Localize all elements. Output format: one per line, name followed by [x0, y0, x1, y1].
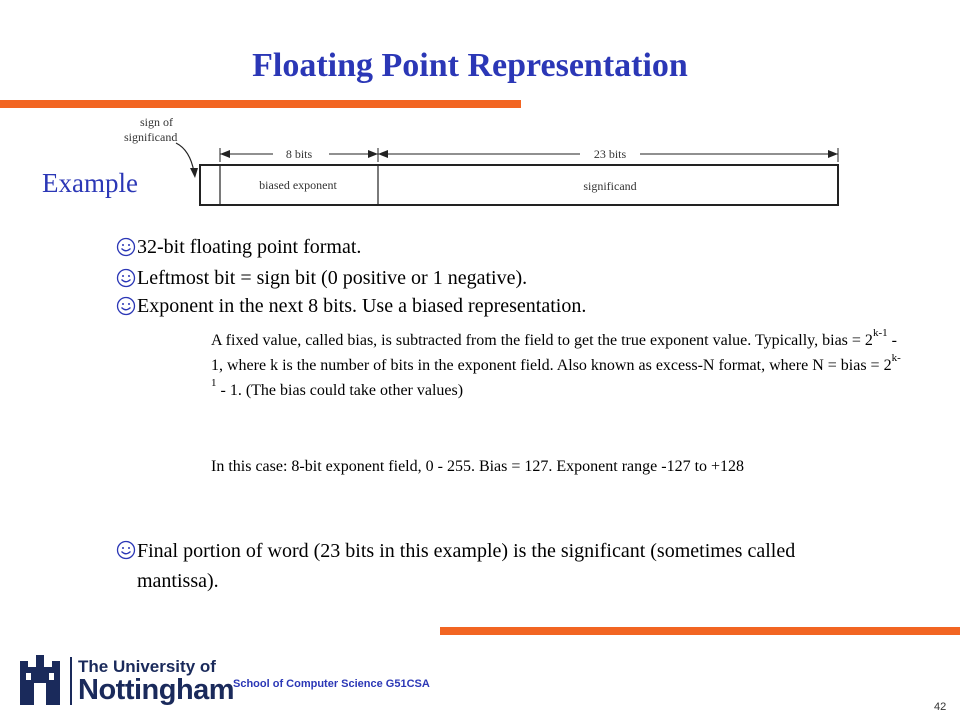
page-number: 42: [934, 701, 947, 713]
smiley-face-icon: [116, 540, 136, 560]
exponent-width-label: 8 bits: [285, 147, 313, 161]
smiley-face-icon: [116, 296, 136, 316]
smiley-face-icon: [116, 268, 136, 288]
bullet-text: Leftmost bit = sign bit (0 positive or 1 negative).: [137, 267, 528, 289]
sign-pointer-head: [190, 168, 198, 178]
bullet-item: [116, 292, 586, 320]
bullet-text: Final portion of word (23 bits in this example) is the significant (sometimes called mantissa).: [137, 540, 796, 592]
course-footer: School of Computer Science G51CSA: [233, 678, 430, 690]
significand-width-label: 23 bits: [593, 147, 627, 161]
example-heading: Example: [42, 168, 138, 198]
smiley-face-icon: [116, 237, 136, 257]
bullet-item: [116, 536, 876, 596]
case-paragraph: In this case: 8-bit exponent field, 0 - 255. Bias = 127. Exponent range -127 to +128: [211, 458, 745, 475]
slide-title: Floating Point Representation: [252, 47, 688, 84]
top-accent-bar: [0, 100, 521, 108]
bullet-item: [116, 264, 527, 292]
bullet-item: [116, 233, 361, 261]
bottom-accent-bar: [440, 627, 960, 635]
sign-pointer: [176, 143, 194, 172]
university-name-line1: The University of: [78, 657, 216, 676]
sign-label-line1: sign of: [140, 115, 173, 129]
bit-layout-diagram: [110, 110, 850, 210]
significand-field-label: significand: [583, 179, 637, 193]
sign-label-line2: significand: [124, 130, 178, 144]
bullet-text: Exponent in the next 8 bits. Use a biased representation.: [137, 295, 587, 317]
bias-paragraph: A fixed value, called bias, is subtracted from the field to get the true exponent value. Typically, bias = $2^{k-1} - 1$, where k is the number of bits in the exponent field. Also known as excess-N format, where N = bias = $2^{k-1} - 1$. (The bias could take other values): [211, 327, 901, 399]
university-name-line2: Nottingham: [78, 674, 235, 706]
exponent-field-label: biased exponent: [259, 178, 337, 192]
bullet-text: 32-bit floating point format.: [137, 236, 362, 258]
